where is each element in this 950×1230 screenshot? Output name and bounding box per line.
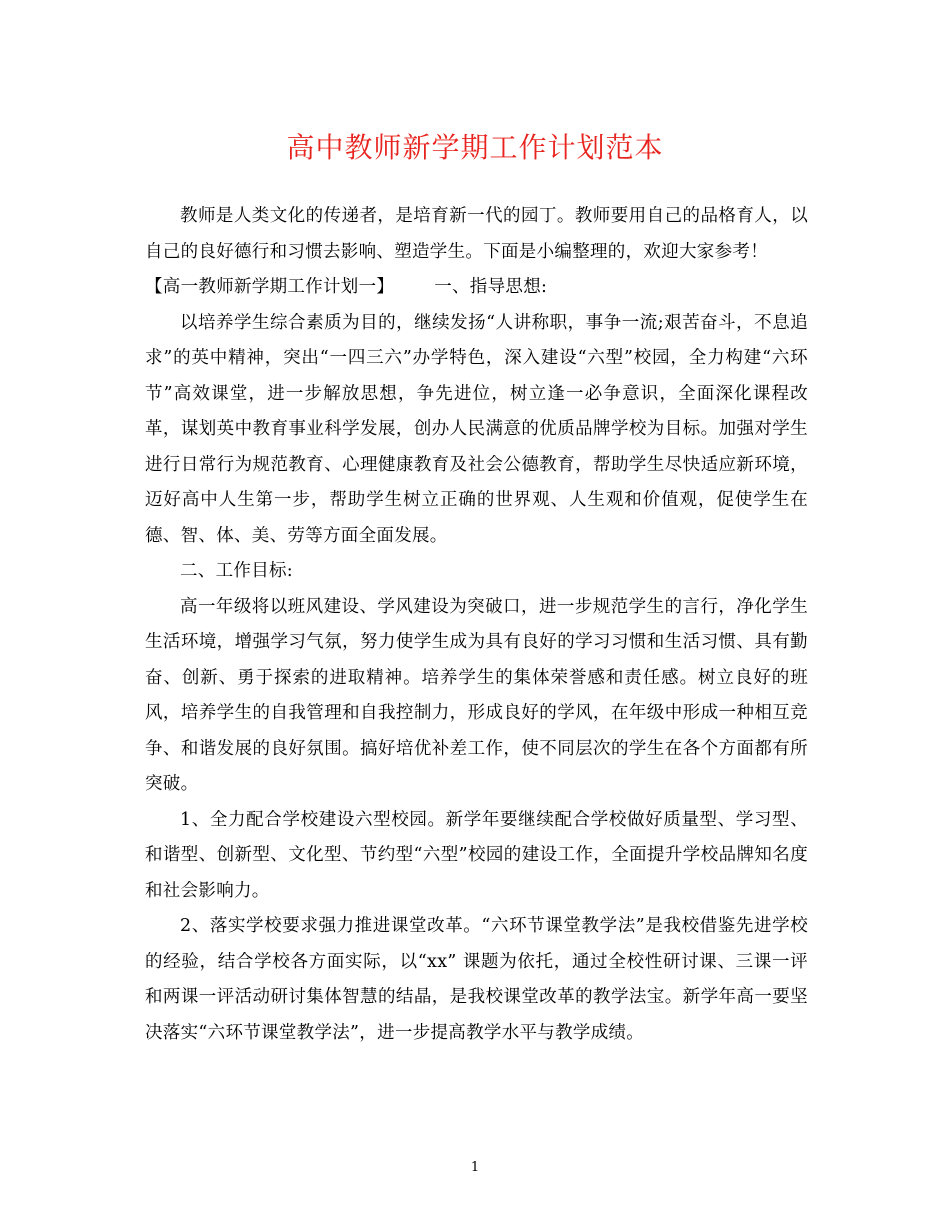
section1-heading: 一、指导思想:	[434, 277, 548, 297]
section2-heading: 二、工作目标:	[180, 561, 293, 581]
intro-paragraph: 教师是人类文化的传递者，是培育新一代的园丁。教师要用自己的品格育人，以自己的良好德行和习惯去影响、塑造学生。下面是小编整理的，欢迎大家参考！	[145, 206, 808, 262]
section1-paragraph: 以培养学生综合素质为目的，继续发扬“人讲称职，事争一流;艰苦奋斗，不息追求”的英中精神，突出“一四三六”办学特色，深入建设“六型”校园，全力构建“六环节”高效课堂，进一步解放思想，争先进位，树立逢一必争意识，全面深化课程改革，谋划英中教育事业科学发展，创办人民满意的优质品牌学校为目标。加强对学生进行日常行为规范教育、心理健康教育及社会公德教育，帮助学生尽快适应新环境，迈好高中人生第一步，帮助学生树立正确的世界观、人生观和价值观，促使学生在德、智、体、美、劳等方面全面发展。	[145, 312, 808, 546]
page-number: 1	[470, 1160, 480, 1175]
section2-paragraph: 高一年级将以班风建设、学风建设为突破口，进一步规范学生的言行，净化学生生活环境，增强学习气氛，努力使学生成为具有良好的学习习惯和生活习惯、具有勤奋、创新、勇于探索的进取精神。培养学生的集体荣誉感和责任感。树立良好的班风，培养学生的自我管理和自我控制力，形成良好的学风，在年级中形成一种相互竞争、和谐发展的良好氛围。搞好培优补差工作，使不同层次的学生在各个方面都有所突破。	[145, 596, 808, 794]
section-label: 【高一教师新学期工作计划一】	[145, 277, 395, 297]
document-title: 高中教师新学期工作计划范本	[286, 131, 664, 164]
document-body	[145, 199, 808, 1051]
section-heading-line	[145, 270, 808, 306]
item1-paragraph: 1、全力配合学校建设六型校园。新学年要继续配合学校做好质量型、学习型、和谐型、创新型、文化型、节约型“六型”校园的建设工作，全面提升学校品牌知名度和社会影响力。	[145, 809, 808, 901]
item2-paragraph: 2、落实学校要求强力推进课堂改革。“六环节课堂教学法”是我校借鉴先进学校的经验，结合学校各方面实际，以“xx” 课题为依托，通过全校性研讨课、三课一评和两课一评活动研讨集体智慧的结晶，是我校课堂改革的教学法宝。新学年高一要坚决落实“六环节课堂教学法”，进一步提高教学水平与教学成绩。	[145, 916, 808, 1043]
